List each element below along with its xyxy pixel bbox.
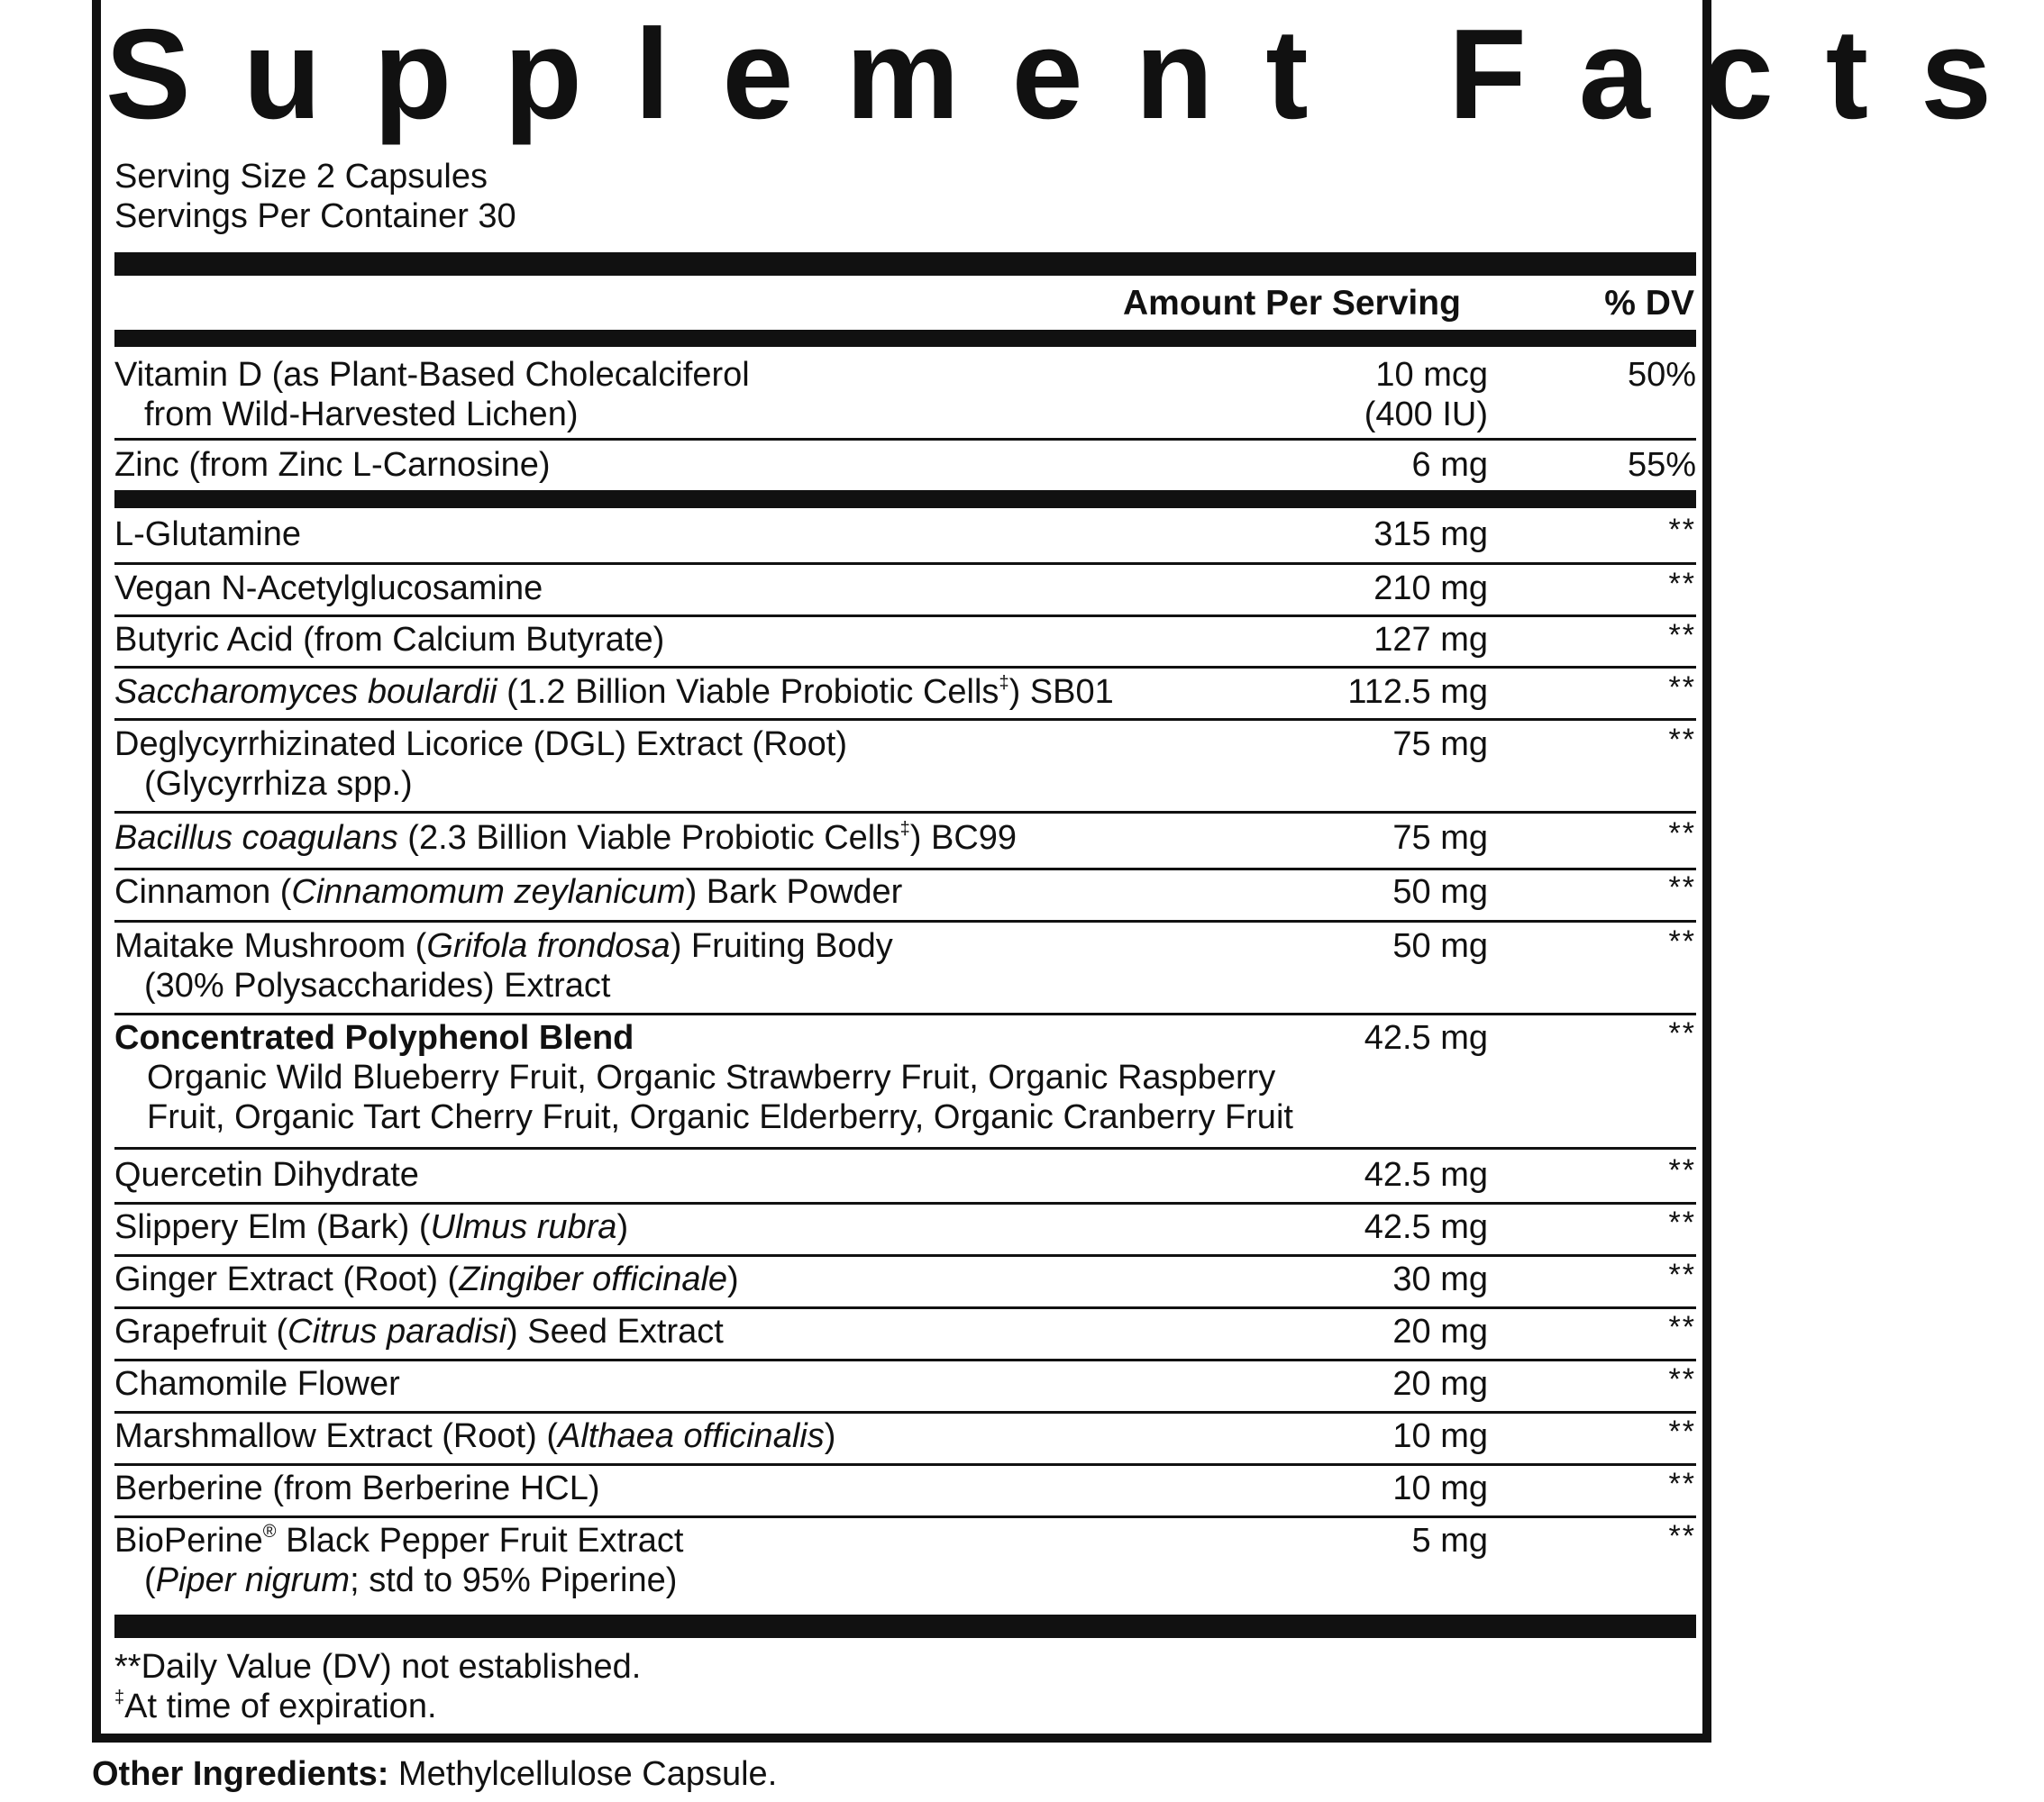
row-dv: ** <box>1668 670 1696 705</box>
thick-divider-bottom <box>114 1615 1696 1638</box>
row-name-line2: ; std to 95% Piperine) <box>350 1561 678 1599</box>
row-amount: 10 mg <box>1392 1470 1488 1507</box>
header-percent-dv: % DV <box>1604 284 1694 323</box>
row-name-line2: (30% Polysaccharides) Extract <box>144 967 611 1005</box>
row-amount: 50 mg <box>1392 927 1488 965</box>
row-name: Concentrated Polyphenol Blend <box>114 1019 634 1057</box>
row-name2-italic: Piper nigrum <box>155 1561 351 1599</box>
row-name: Vegan N-Acetylglucosamine <box>114 569 543 607</box>
row-dv: ** <box>1668 1016 1696 1051</box>
row-dv: ** <box>1668 1467 1696 1501</box>
row-divider <box>114 666 1696 669</box>
row-divider <box>114 1254 1696 1257</box>
panel-title: Supplement Facts <box>105 3 2044 146</box>
row-dv: 55% <box>1627 446 1696 484</box>
row-name-italic: Bacillus coagulans <box>114 819 398 857</box>
row-divider <box>114 1013 1696 1015</box>
registered-mark: ® <box>262 1522 277 1542</box>
serving-size: Serving Size 2 Capsules <box>114 158 488 196</box>
row-dv: ** <box>1668 1519 1696 1553</box>
row-name: ) <box>824 1417 836 1455</box>
row-amount: 6 mg <box>1411 446 1488 484</box>
row-name: Chamomile Flower <box>114 1365 400 1403</box>
row-divider <box>114 811 1696 814</box>
row-amount: 42.5 mg <box>1364 1208 1488 1246</box>
row-dv: ** <box>1668 1258 1696 1292</box>
row-amount: 315 mg <box>1373 515 1488 553</box>
row-name-italic: Grifola frondosa <box>426 927 671 965</box>
row-name: ) <box>727 1260 739 1298</box>
row-name-pre: Slippery Elm (Bark) ( <box>114 1208 431 1246</box>
row-name-pre: Marshmallow Extract (Root) ( <box>114 1417 558 1455</box>
row-name: Quercetin Dihydrate <box>114 1156 419 1194</box>
row-name-italic: Zingiber officinale <box>459 1260 728 1298</box>
row-amount: 112.5 mg <box>1347 673 1488 711</box>
row-divider <box>114 1359 1696 1361</box>
footnote-dv: **Daily Value (DV) not established. <box>114 1648 642 1686</box>
row-dv: ** <box>1668 513 1696 547</box>
row-name-pre: Ginger Extract (Root) ( <box>114 1260 460 1298</box>
blend-ingredients-line2: Fruit, Organic Tart Cherry Fruit, Organic Elderberry, Organic Cranberry Fruit <box>147 1098 1293 1136</box>
row-name: BioPerine <box>114 1522 263 1560</box>
footnote-expiration-text: At time of expiration. <box>124 1688 437 1725</box>
row-divider <box>114 920 1696 923</box>
thick-divider-top <box>114 252 1696 276</box>
row-dv: 50% <box>1627 356 1696 394</box>
row-divider <box>114 614 1696 617</box>
thick-divider-header <box>114 330 1696 347</box>
row-name: ) <box>616 1208 629 1246</box>
row-name-italic: Citrus paradisi <box>287 1313 507 1351</box>
row-name-italic: Althaea officinalis <box>557 1417 825 1455</box>
row-name: Zinc (from Zinc L-Carnosine) <box>114 446 551 484</box>
row-divider <box>114 1463 1696 1466</box>
row-divider <box>114 1411 1696 1414</box>
row-name: Berberine (from Berberine HCL) <box>114 1470 600 1507</box>
row-name2-pre: ( <box>144 1561 156 1599</box>
row-dv: ** <box>1668 870 1696 905</box>
row-dv: ** <box>1668 618 1696 652</box>
row-name-after: ) BC99 <box>909 819 1017 857</box>
row-dv: ** <box>1668 1362 1696 1397</box>
row-divider <box>114 718 1696 721</box>
row-name: ) Bark Powder <box>685 873 903 911</box>
row-divider <box>114 1306 1696 1309</box>
row-amount: 10 mg <box>1392 1417 1488 1455</box>
row-amount: 75 mg <box>1392 819 1488 857</box>
row-name: Vitamin D (as Plant-Based Cholecalciferol <box>114 356 750 394</box>
header-amount-per-serving: Amount Per Serving <box>1123 284 1461 323</box>
row-name: Deglycyrrhizinated Licorice (DGL) Extract (Root) <box>114 725 848 763</box>
row-divider <box>114 1147 1696 1150</box>
row-dv: ** <box>1668 1206 1696 1240</box>
row-name-after: ) SB01 <box>1008 673 1114 711</box>
footnote-expiration <box>114 1687 437 1726</box>
double-dagger-mark: ‡ <box>114 1688 125 1707</box>
row-divider <box>114 438 1696 441</box>
row-dv: ** <box>1668 816 1696 851</box>
row-dv: ** <box>1668 1310 1696 1344</box>
row-divider <box>114 1515 1696 1518</box>
row-name: (2.3 Billion Viable Probiotic Cells <box>397 819 900 857</box>
row-name-italic: Ulmus rubra <box>430 1208 617 1246</box>
row-amount: 127 mg <box>1373 621 1488 659</box>
row-name-line2: from Wild-Harvested Lichen) <box>144 396 579 433</box>
other-ingredients-value: Methylcellulose Capsule. <box>388 1755 778 1793</box>
row-divider <box>114 868 1696 870</box>
row-name-pre: Cinnamon ( <box>114 873 292 911</box>
row-name: Butyric Acid (from Calcium Butyrate) <box>114 621 665 659</box>
double-dagger-mark: ‡ <box>899 819 910 839</box>
row-dv: ** <box>1668 1153 1696 1188</box>
blend-ingredients-line1: Organic Wild Blueberry Fruit, Organic Strawberry Fruit, Organic Raspberry <box>147 1059 1276 1097</box>
row-amount: 10 mcg <box>1375 356 1488 394</box>
row-amount: 20 mg <box>1392 1313 1488 1351</box>
row-dv: ** <box>1668 567 1696 601</box>
row-name-after: Black Pepper Fruit Extract <box>276 1522 684 1560</box>
row-dv: ** <box>1668 1415 1696 1449</box>
double-dagger-mark: ‡ <box>999 673 1009 693</box>
row-name: (1.2 Billion Viable Probiotic Cells <box>497 673 999 711</box>
row-name: ) Fruiting Body <box>670 927 893 965</box>
row-name-italic: Cinnamomum zeylanicum <box>291 873 686 911</box>
row-amount: 42.5 mg <box>1364 1019 1488 1057</box>
row-dv: ** <box>1668 723 1696 757</box>
row-amount-line2: (400 IU) <box>1364 396 1488 433</box>
row-divider <box>114 562 1696 565</box>
thick-divider-minerals <box>114 490 1696 508</box>
row-amount: 75 mg <box>1392 725 1488 763</box>
row-name: ) Seed Extract <box>506 1313 724 1351</box>
row-amount: 210 mg <box>1373 569 1488 607</box>
row-name-line2: (Glycyrrhiza spp.) <box>144 765 413 803</box>
row-name-italic: Saccharomyces boulardii <box>114 673 497 711</box>
row-dv: ** <box>1668 924 1696 959</box>
row-amount: 30 mg <box>1392 1260 1488 1298</box>
other-ingredients <box>92 1754 777 1794</box>
row-name: L-Glutamine <box>114 515 301 553</box>
row-amount: 50 mg <box>1392 873 1488 911</box>
servings-per-container: Servings Per Container 30 <box>114 197 516 235</box>
row-amount: 5 mg <box>1411 1522 1488 1560</box>
other-ingredients-label: Other Ingredients: <box>92 1755 389 1793</box>
row-amount: 20 mg <box>1392 1365 1488 1403</box>
row-name-pre: Maitake Mushroom ( <box>114 927 427 965</box>
row-name-pre: Grapefruit ( <box>114 1313 288 1351</box>
row-divider <box>114 1202 1696 1205</box>
row-amount: 42.5 mg <box>1364 1156 1488 1194</box>
